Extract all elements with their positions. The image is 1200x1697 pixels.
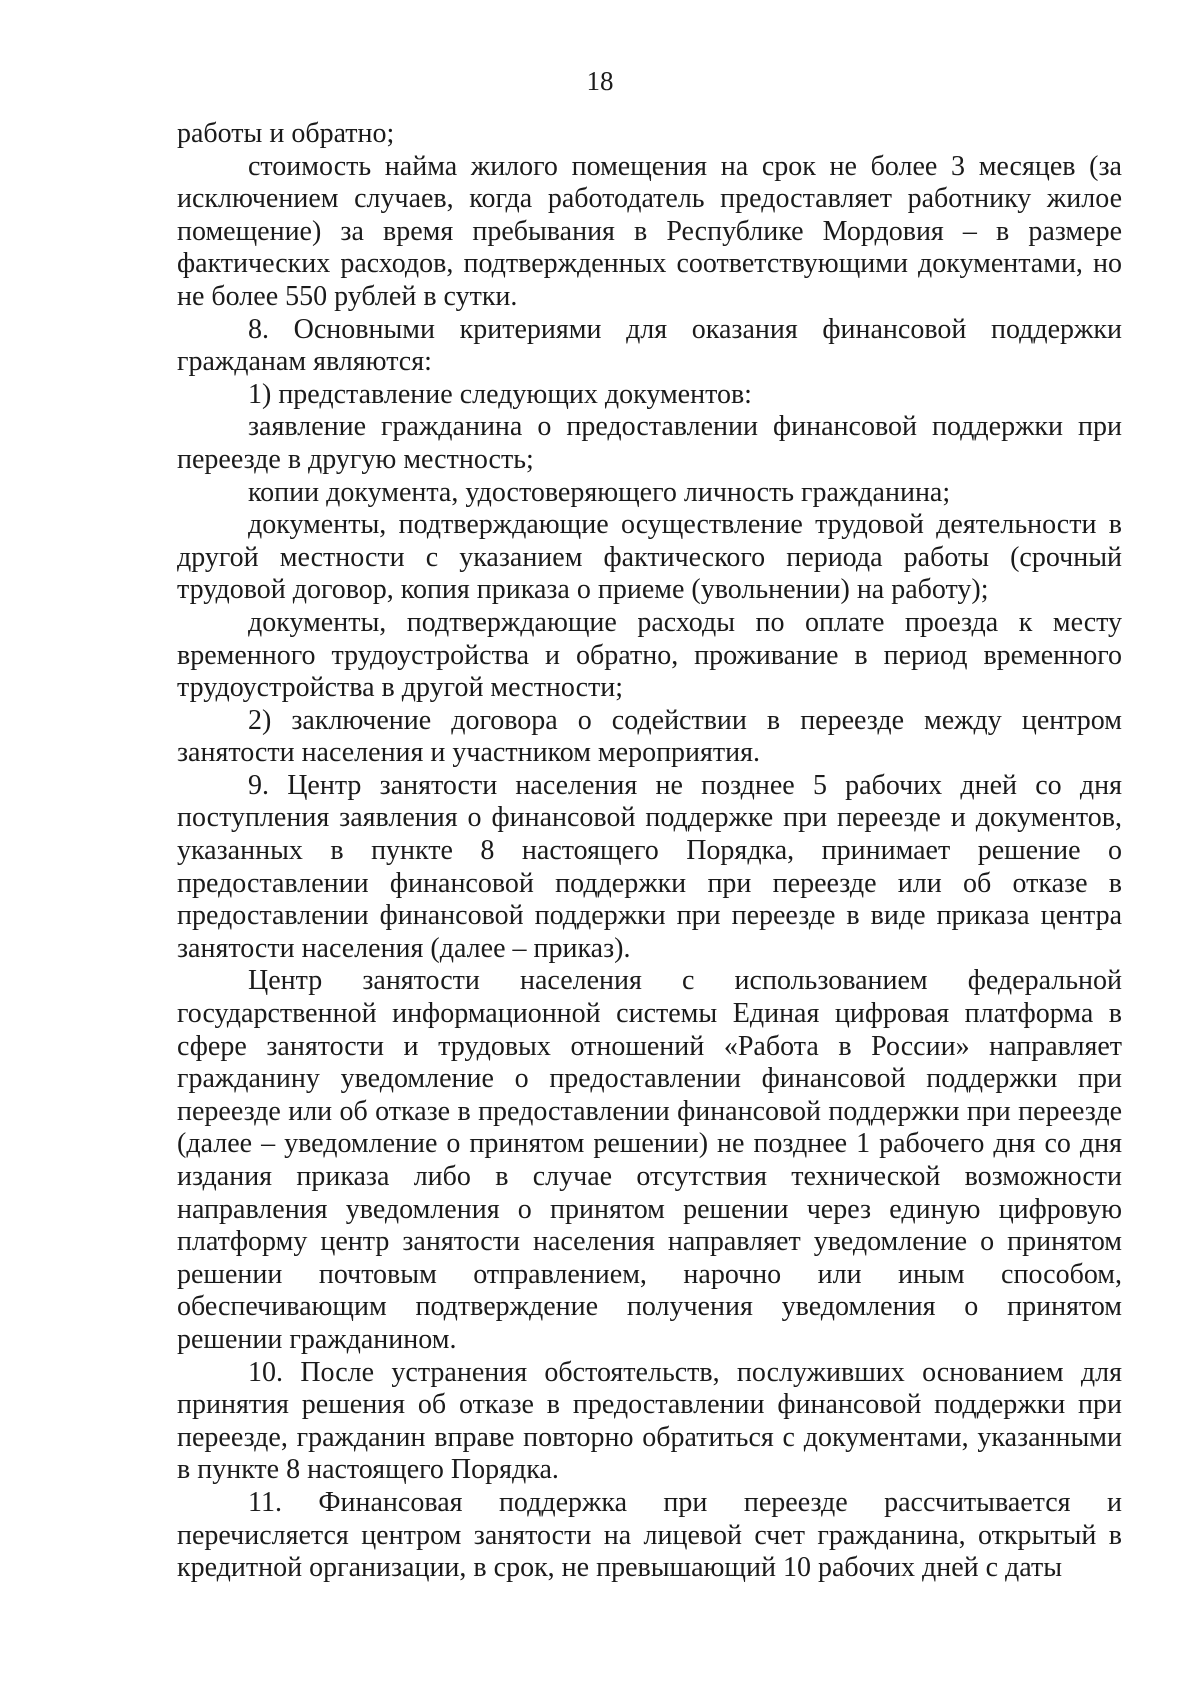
paragraph: Центр занятости населения с использованием федеральной государственной информационной системы Единая цифровая платформа в сфере занятости и трудовых отношений «Работа в России» направляет гражданину уведомление о предоставлении финансовой поддержки при переезде или об отказе в предоставлении финансовой поддержки при переезде (далее – уведомление о принятом решении) не позднее 1 рабочего дня со дня издания приказа либо в случае отсутствия технической возможности направления уведомления о принятом решении через единую цифровую платформу центр занятости населения направляет уведомление о принятом решении почтовым отправлением, нарочно или иным способом, обеспечивающим подтверждение получения уведомления о принятом решении гражданином.	[177, 965, 1122, 1355]
paragraph: 11. Финансовая поддержка при переезде рассчитывается и перечисляется центром занятости на лицевой счет гражданина, открытый в кредитной организации, в срок, не превышающий 10 рабочих дней с даты	[177, 1486, 1122, 1584]
paragraph: 8. Основными критериями для оказания финансовой поддержки гражданам являются:	[177, 313, 1122, 378]
paragraph: копии документа, удостоверяющего личность гражданина;	[248, 476, 951, 508]
paragraph: документы, подтверждающие осуществление трудовой деятельности в другой местности с указанием фактического периода работы (срочный трудовой договор, копия приказа о приеме (увольнении) на работу);	[177, 509, 1122, 606]
page-number: 18	[586, 66, 614, 96]
paragraph: 2) заключение договора о содействии в переезде между центром занятости населения и участником мероприятия.	[177, 704, 1122, 769]
document-body	[177, 118, 1122, 1585]
paragraph: 10. После устранения обстоятельств, послуживших основанием для принятия решения об отказе в предоставлении финансовой поддержки при переезде, гражданин вправе повторно обратиться с документами, указанными в пункте 8 настоящего Порядка.	[177, 1356, 1122, 1486]
paragraph: стоимость найма жилого помещения на срок не более 3 месяцев (за исключением случаев, когда работодатель предоставляет работнику жилое помещение) за время пребывания в Республике Мордовия – в размере фактических расходов, подтвержденных соответствующими документами, но не более 550 рублей в сутки.	[177, 150, 1122, 312]
paragraph: документы, подтверждающие расходы по оплате проезда к месту временного трудоустройства и обратно, проживание в период временного трудоустройства в другой местности;	[177, 606, 1122, 704]
paragraph: работы и обратно;	[177, 118, 395, 149]
paragraph: заявление гражданина о предоставлении финансовой поддержки при переезде в другую местность;	[177, 411, 1122, 475]
paragraph: 9. Центр занятости населения не позднее 5 рабочих дней со дня поступления заявления о финансовой поддержке при переезде и документов, указанных в пункте 8 настоящего Порядка, принимает решение о предоставлении финансовой поддержки при переезде или об отказе в предоставлении финансовой поддержки при переезде в виде приказа центра занятости населения (далее – приказ).	[177, 769, 1122, 964]
paragraph: 1) представление следующих документов:	[248, 378, 752, 410]
